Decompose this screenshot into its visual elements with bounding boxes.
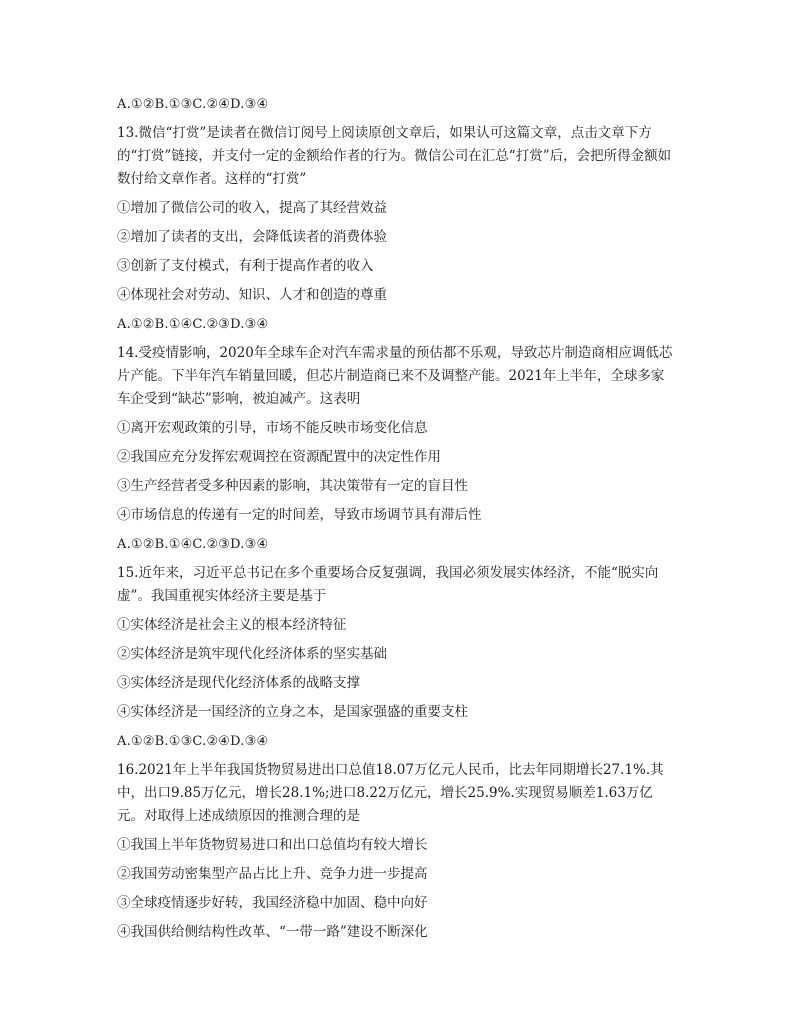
question-15-option-4: ④实体经济是一国经济的立身之本，是国家强盛的重要支柱 — [117, 704, 468, 720]
question-13-option-2: ②增加了读者的支出，会降低读者的消费体验 — [117, 229, 387, 245]
question-14-option-4: ④市场信息的传递有一定的时间差，导致市场调节具有滞后性 — [117, 507, 482, 523]
question-13-option-3: ③创新了支付模式，有利于提高作者的收入 — [117, 258, 374, 274]
question-13-stem: 13.微信“打赏”是读者在微信订阅号上阅读原创文章后，如果认可这篇文章，点击文章下方的“打赏”链接，并支付一定的金额给作者的行为。微信公司在汇总“打赏”后，会把所得金额如数付给文章作者。这样的“打赏” — [117, 125, 672, 187]
question-16-stem: 16.2021年上半年我国货物贸易进出口总值18.07万亿元人民币，比去年同期增长27.1%.其中，出口9.85万亿元，增长28.1%;进口8.22万亿元，增长25.9%.实现贸易顺差1.63万亿元。对取得上述成绩原因的推测合理的是 — [117, 762, 664, 824]
question-13-option-1: ①增加了微信公司的收入，提高了其经营效益 — [117, 200, 387, 216]
question-15-answer-choices: A.①②B.①③C.②④D.③④ — [117, 734, 269, 749]
question-15-stem: 15.近年来，习近平总书记在多个重要场合反复强调，我国必须发展实体经济，不能“脱实向虚”。我国重视实体经济主要是基于 — [117, 565, 659, 604]
question-14-option-3: ③生产经营者受多种因素的影响，其决策带有一定的盲目性 — [117, 478, 468, 494]
question-13-answer-choices: A.①②B.①④C.②③D.③④ — [117, 317, 269, 332]
q12-answer-choices: A.①②B.①③C.②④D.③④ — [117, 97, 269, 112]
question-14-answer-choices: A.①②B.①④C.②③D.③④ — [117, 537, 269, 552]
question-14 — [117, 342, 677, 559]
question-13-option-4: ④体现社会对劳动、知识、人才和创造的尊重 — [117, 287, 387, 303]
exam-page — [117, 90, 677, 947]
question-16-option-3: ③全球疫情逐步好转，我国经济稳中加固、稳中向好 — [117, 895, 428, 911]
question-16-option-2: ②我国劳动密集型产品占比上升、竞争力进一步提高 — [117, 866, 428, 882]
question-16 — [117, 759, 677, 947]
question-15 — [117, 562, 677, 756]
question-15-option-3: ③实体经济是现代化经济体系的战略支撑 — [117, 675, 360, 691]
question-14-option-1: ①离开宏观政策的引导，市场不能反映市场变化信息 — [117, 420, 428, 436]
question-15-option-2: ②实体经济是筑牢现代化经济体系的坚实基础 — [117, 646, 387, 662]
question-16-option-4: ④我国供给侧结构性改革、“一带一路”建设不断深化 — [117, 924, 428, 940]
question-13 — [117, 122, 677, 339]
question-14-stem: 14.受疫情影响，2020年全球车企对汽车需求量的预估都不乐观，导致芯片制造商相应调低芯片产能。下半年汽车销量回暖，但芯片制造商已来不及调整产能。2021年上半年，全球多家车企受到“缺芯”影响，被迫减产。这表明 — [117, 345, 673, 407]
question-16-option-1: ①我国上半年货物贸易进口和出口总值均有较大增长 — [117, 837, 428, 853]
question-14-option-2: ②我国应充分发挥宏观调控在资源配置中的决定性作用 — [117, 449, 441, 465]
question-15-option-1: ①实体经济是社会主义的根本经济特征 — [117, 617, 347, 633]
